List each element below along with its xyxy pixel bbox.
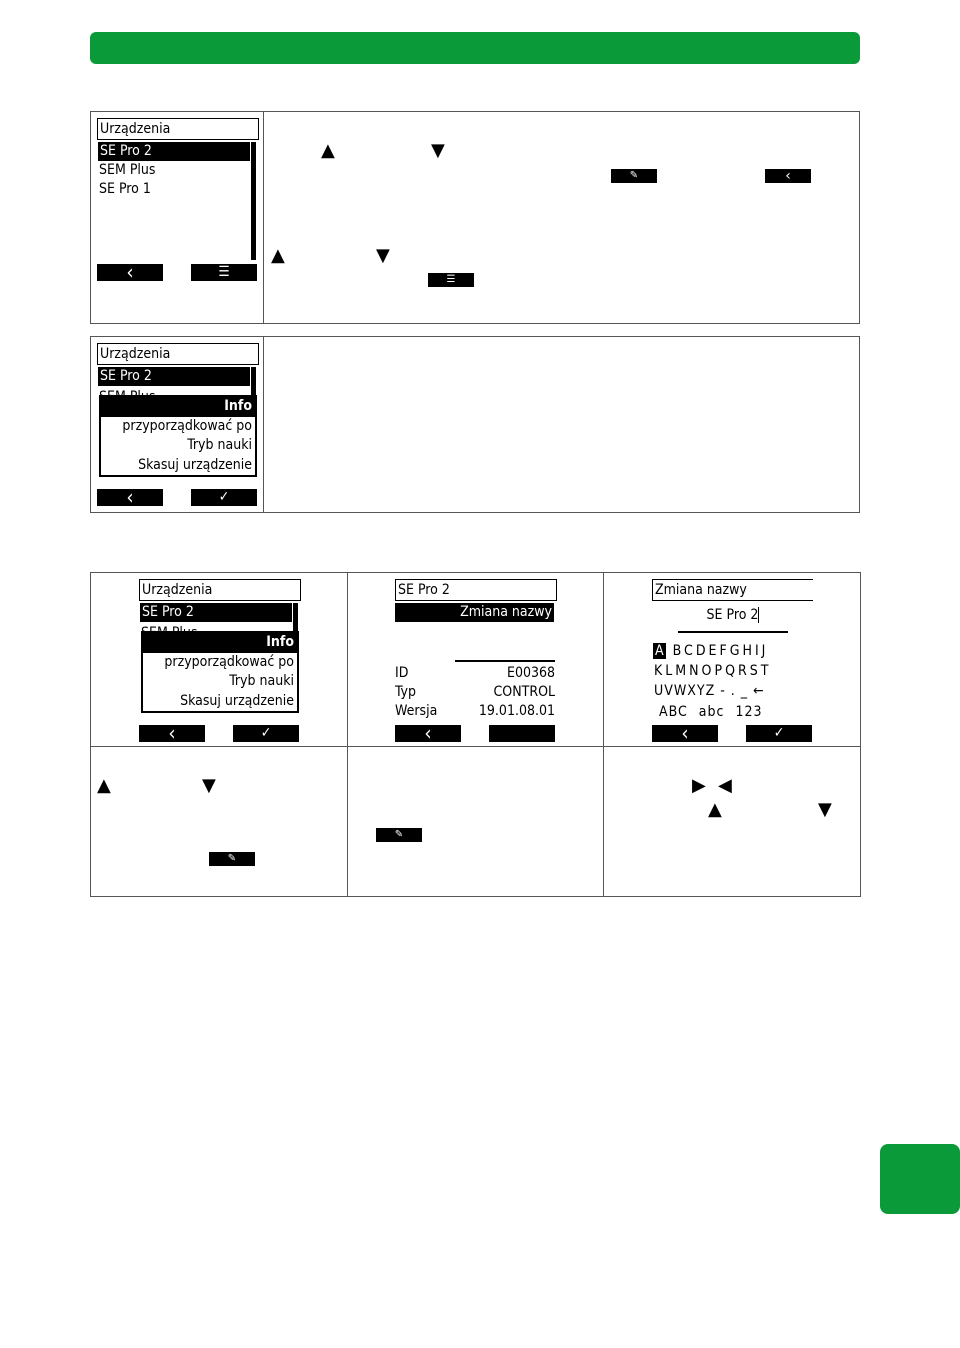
rename-screen <box>652 579 812 745</box>
device-item[interactable]: SEM Plus <box>99 162 156 178</box>
keyboard-row-1-keys[interactable]: BCDEFGHIJ <box>672 643 769 659</box>
side-tab <box>880 1144 960 1214</box>
edit-button-icon: ✎ <box>611 169 657 183</box>
panel-divider <box>263 337 264 512</box>
name-value: SE Pro 2 <box>706 607 759 623</box>
info-value: E00368 <box>506 665 555 681</box>
softkey-bar <box>97 485 257 509</box>
rename-option[interactable]: Zmiana nazwy <box>395 603 554 622</box>
screen-title: Urządzenia <box>97 118 259 140</box>
back-softkey[interactable]: ‹ <box>681 721 689 745</box>
down-arrow-icon: ▼ <box>431 140 445 161</box>
menu-item-delete[interactable]: Skasuj urządzenie <box>138 456 252 473</box>
context-menu <box>141 631 299 713</box>
device-info-screen <box>395 579 555 745</box>
back-softkey[interactable]: ‹ <box>126 260 134 284</box>
device-item[interactable] <box>99 386 155 394</box>
column-divider <box>347 573 348 896</box>
device-item[interactable] <box>141 622 197 630</box>
device-menu-screen <box>139 579 299 745</box>
up-arrow-icon: ▲ <box>271 245 285 266</box>
back-softkey[interactable]: ‹ <box>126 485 134 509</box>
device-item[interactable]: SE Pro 2 <box>140 603 292 622</box>
device-menu-screen <box>97 343 257 509</box>
row-divider <box>91 746 860 747</box>
menu-button-icon: ☰ <box>428 273 474 287</box>
separator-line <box>455 660 555 662</box>
info-label: Typ <box>395 684 416 700</box>
device-item[interactable]: SE Pro 2 <box>98 367 250 386</box>
confirm-softkey[interactable]: ✓ <box>218 489 230 505</box>
back-button-icon: ‹ <box>765 169 811 183</box>
panel-rename-steps <box>90 572 861 897</box>
edit-button-icon: ✎ <box>376 828 422 842</box>
menu-item-assign[interactable]: przyporządkować po <box>122 417 252 434</box>
menu-softkey[interactable]: ☰ <box>218 264 230 280</box>
screen-title: Urządzenia <box>97 343 259 365</box>
up-arrow-icon: ▲ <box>708 799 722 820</box>
softkey-bar <box>395 721 555 745</box>
panel-device-list <box>90 111 860 324</box>
back-softkey[interactable]: ‹ <box>424 721 432 745</box>
context-menu <box>99 395 257 477</box>
header-bar <box>90 32 860 64</box>
softkey-bar <box>139 721 299 745</box>
keyboard-mode-row[interactable]: ABC abc 123 <box>659 704 763 720</box>
device-item[interactable]: SE Pro 2 <box>98 142 250 161</box>
info-label: ID <box>395 665 409 681</box>
scrollbar[interactable] <box>251 367 256 397</box>
key-selected[interactable]: A <box>655 643 664 659</box>
name-input[interactable] <box>678 605 788 625</box>
up-arrow-icon: ▲ <box>321 140 335 161</box>
name-underline <box>678 631 788 633</box>
menu-item-learn-mode[interactable]: Tryb nauki <box>229 673 294 689</box>
device-item[interactable]: SE Pro 1 <box>99 181 151 197</box>
device-list-screen <box>97 118 257 284</box>
screen-title: Zmiana nazwy <box>652 579 813 601</box>
screen-title: Urządzenia <box>139 579 301 601</box>
scrollbar[interactable] <box>293 603 298 633</box>
keyboard-row-1[interactable] <box>653 643 768 659</box>
down-arrow-icon: ▼ <box>376 245 390 266</box>
keyboard-row-2[interactable]: KLMNOPQRST <box>654 663 772 679</box>
keyboard-row-3[interactable]: UVWXYZ - . _ ← <box>654 683 765 699</box>
panel-divider <box>263 112 264 323</box>
confirm-softkey[interactable]: ✓ <box>260 725 272 741</box>
menu-item-info[interactable]: Info <box>143 633 297 653</box>
text-cursor <box>758 607 759 623</box>
up-arrow-icon: ▲ <box>97 775 111 796</box>
edit-button-icon: ✎ <box>209 852 255 866</box>
confirm-softkey[interactable]: ✓ <box>773 725 785 741</box>
softkey-bar <box>652 721 812 745</box>
info-label: Wersja <box>395 703 438 719</box>
menu-item-learn-mode[interactable]: Tryb nauki <box>187 437 252 453</box>
back-softkey[interactable]: ‹ <box>168 721 176 745</box>
left-arrow-icon: ◀ <box>718 775 732 796</box>
screen-title: SE Pro 2 <box>395 579 557 601</box>
info-value: CONTROL <box>493 684 555 700</box>
down-arrow-icon: ▼ <box>818 799 832 820</box>
scrollbar[interactable] <box>251 142 256 260</box>
menu-item-delete[interactable]: Skasuj urządzenie <box>180 692 294 709</box>
down-arrow-icon: ▼ <box>202 775 216 796</box>
menu-item-info[interactable]: Info <box>101 397 255 417</box>
right-arrow-icon: ▶ <box>692 775 706 796</box>
info-value: 19.01.08.01 <box>478 703 555 719</box>
panel-device-menu <box>90 336 860 513</box>
softkey-bar <box>97 260 257 284</box>
column-divider <box>603 573 604 896</box>
menu-item-assign[interactable]: przyporządkować po <box>164 653 294 670</box>
